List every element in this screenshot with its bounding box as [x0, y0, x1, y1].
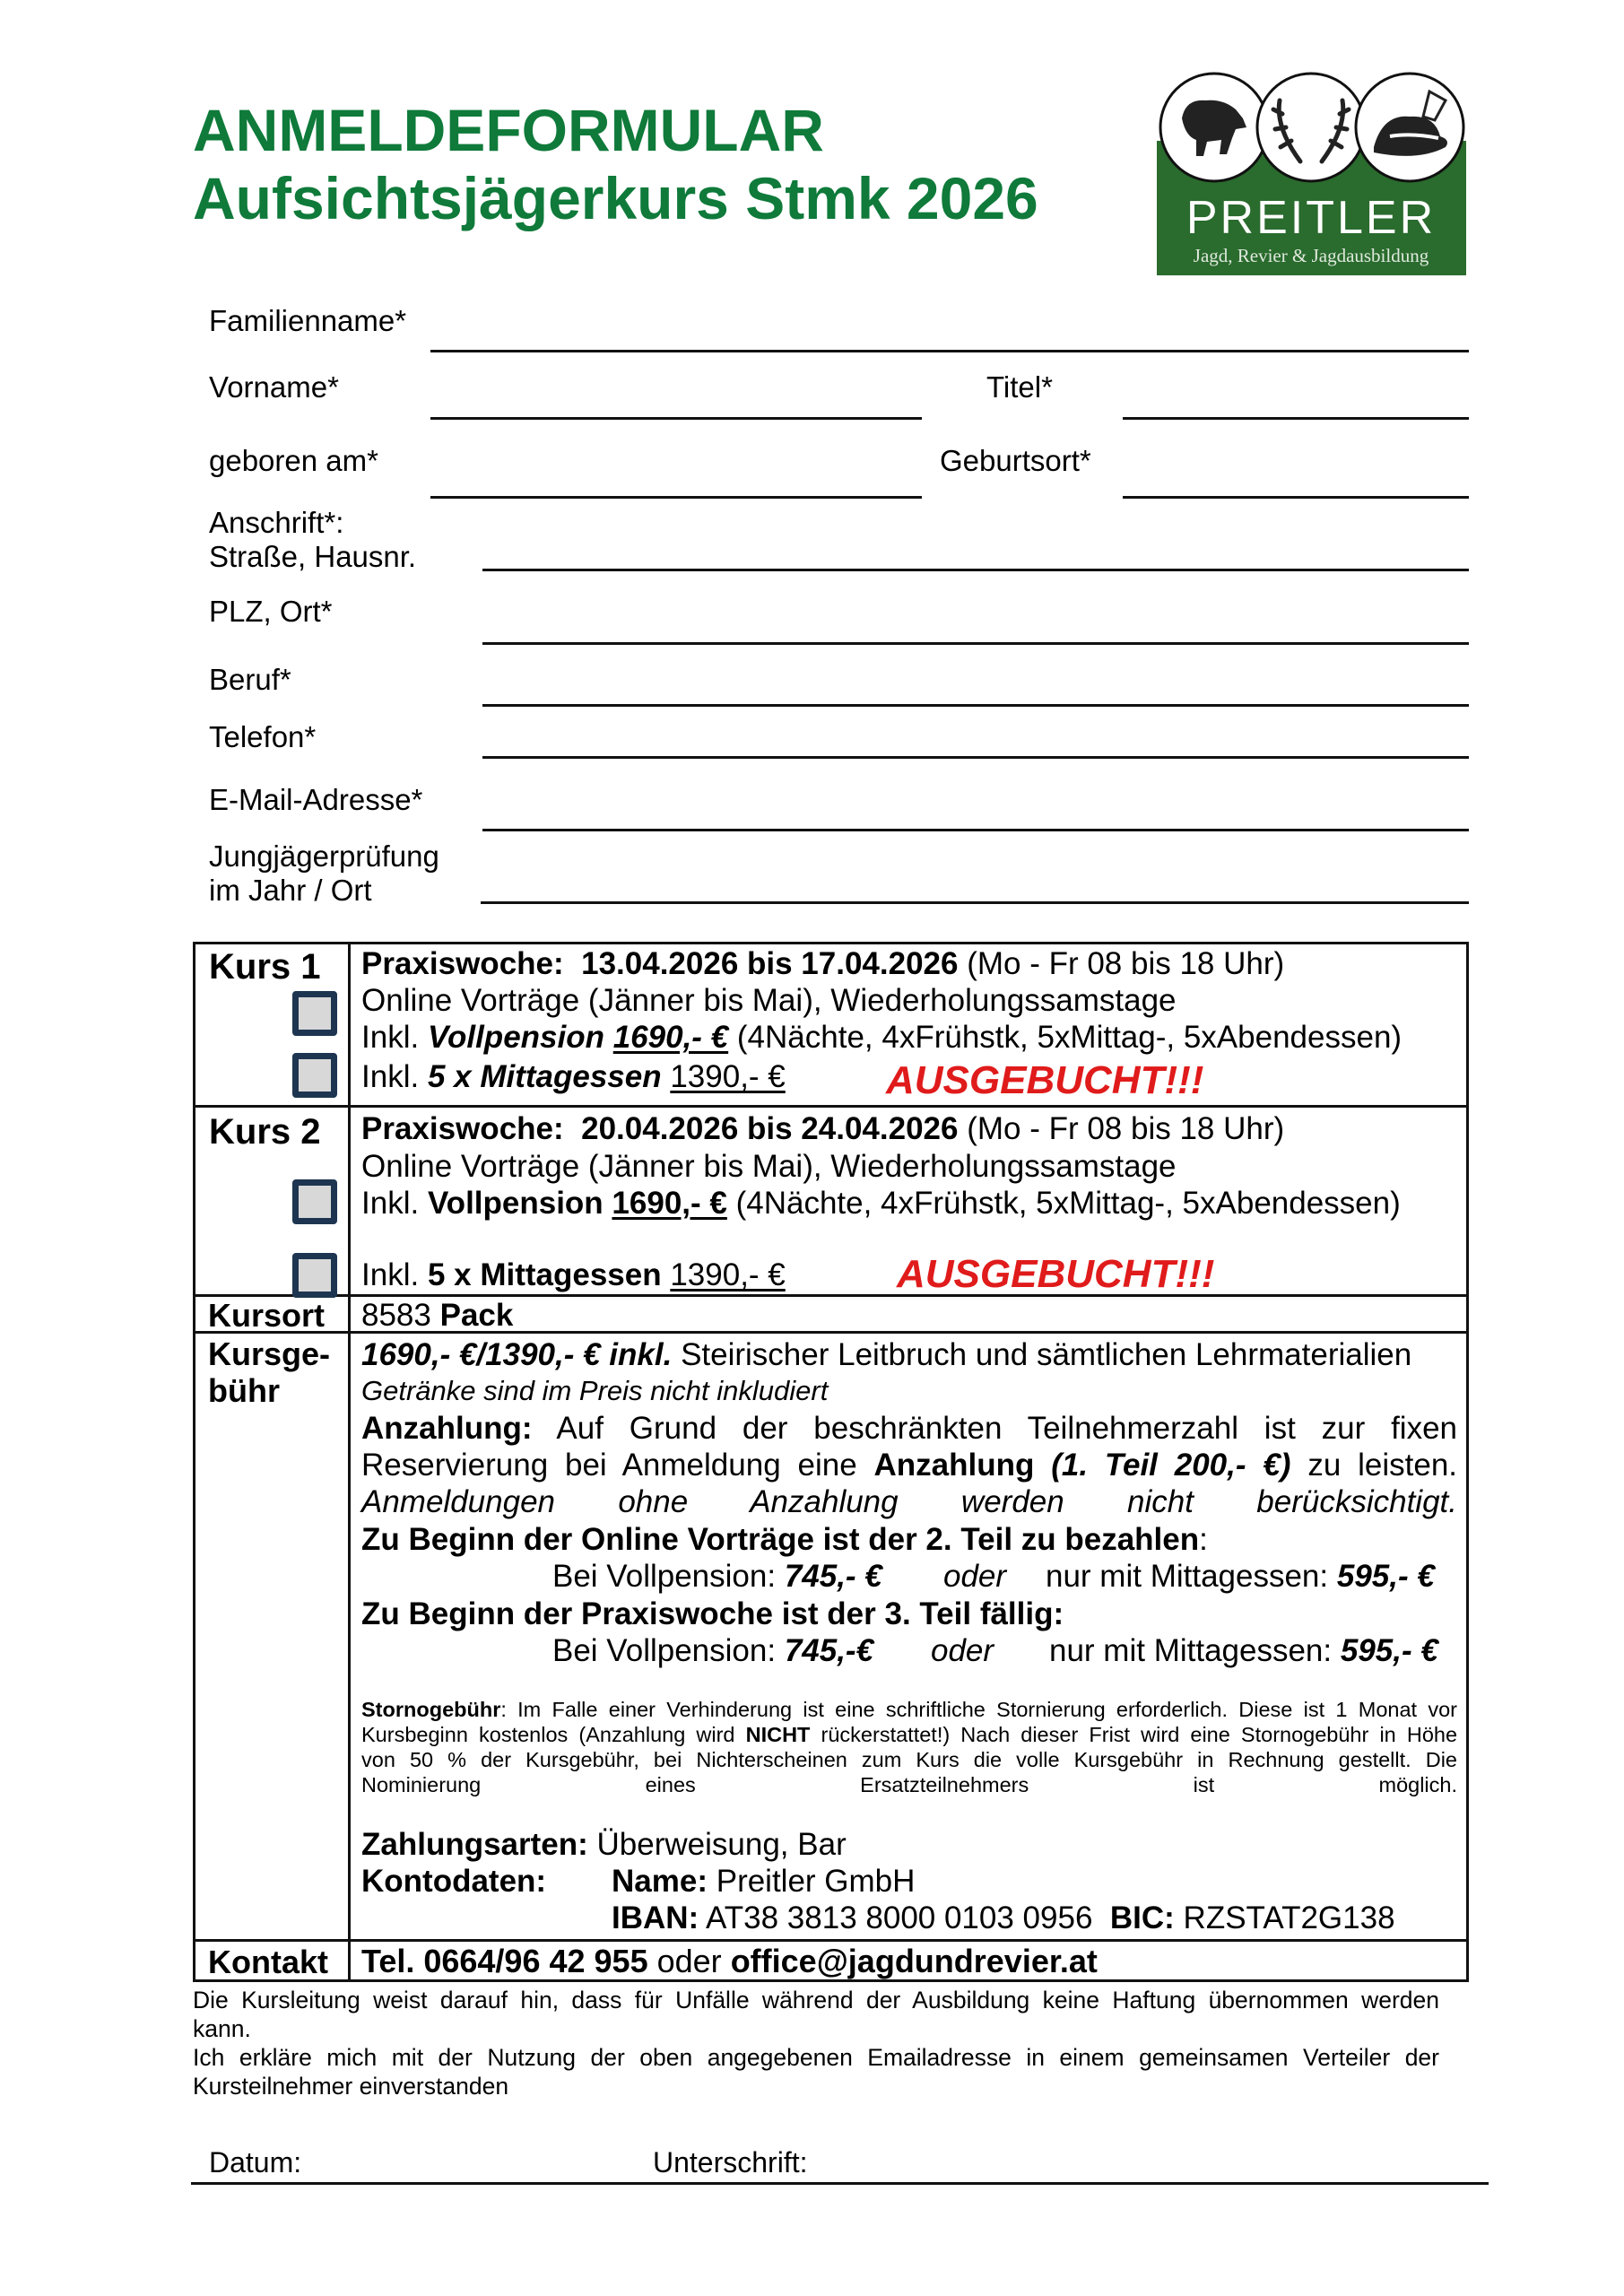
telefon-field[interactable]	[482, 756, 1469, 759]
label-plz: PLZ, Ort*	[209, 595, 333, 628]
mittagessen-price: 1390,- €	[670, 1257, 786, 1292]
teil2-heading-text: Zu Beginn der Online Vorträge ist der 2. Teil zu bezahlen	[361, 1522, 1200, 1557]
teil3-heading: Zu Beginn der Praxiswoche ist der 3. Teil fällig:	[361, 1596, 1064, 1631]
label-jungjaeger: Jungjägerprüfung	[209, 839, 439, 873]
vollpension-label: Vollpension	[427, 1186, 604, 1221]
getraenke-note: Getränke sind im Preis nicht inkludiert	[361, 1375, 829, 1406]
vollpension-price: 1690,- €	[612, 1186, 727, 1221]
storno-text: : Im Falle einer Verhinderung ist eine schriftliche Stornierung erforderlich. Diese ist 1 Monat vor	[500, 1698, 1457, 1721]
titel-field[interactable]	[1123, 417, 1469, 420]
kontakt-label: Kontakt	[208, 1944, 328, 1980]
kontakt-value	[361, 1943, 1098, 1979]
storno-line-2	[361, 1722, 1457, 1747]
antlers-icon	[1257, 74, 1365, 181]
mittagessen-price: 1390,- €	[670, 1059, 786, 1094]
kontakt-tel[interactable]: Tel. 0664/96 42 955	[361, 1943, 648, 1979]
teil2-oder: oder	[943, 1559, 1007, 1594]
anzahlung-label: Anzahlung:	[361, 1411, 533, 1446]
mittagessen-label: 5 x Mittagessen	[427, 1257, 662, 1292]
vp-amount: 745,- €	[784, 1559, 882, 1594]
course-title: Aufsichtsjägerkurs Stmk 2026	[193, 165, 1038, 231]
hunting-hat-icon	[1356, 74, 1463, 181]
storno-line-1	[361, 1697, 1457, 1722]
teil3-vp	[552, 1632, 873, 1669]
kurs1-times: (Mo - Fr 08 bis 18 Uhr)	[967, 946, 1285, 981]
mittagessen-label: 5 x Mittagessen	[427, 1059, 662, 1094]
gebuehr-price: 1690,- €/1390,- € inkl.	[361, 1337, 673, 1372]
kurs2-vollpension-checkbox[interactable]	[292, 1179, 337, 1224]
iban-value: AT38 3813 8000 0103 0956	[706, 1900, 1093, 1935]
kurs2-status: AUSGEBUCHT!!!	[897, 1252, 1215, 1296]
boar-icon	[1160, 74, 1268, 181]
zahlungsarten-value: Überweisung, Bar	[596, 1827, 847, 1862]
zahlungsarten-label: Zahlungsarten:	[361, 1827, 588, 1862]
gebuehr-price-rest: Steirischer Leitbruch und sämtlichen Lehrmaterialien	[681, 1337, 1412, 1372]
kurs2-praxiswoche	[361, 1110, 1284, 1147]
storno-text: rückerstattet!) Nach dieser Frist wird eine Stornogebühr in Höhe	[821, 1723, 1458, 1746]
kurs2-online: Online Vorträge (Jänner bis Mai), Wiederholungssamstage	[361, 1149, 1177, 1184]
teil3-oder: oder	[931, 1633, 994, 1668]
storno-text: Kursbeginn kostenlos (Anzahlung wird	[361, 1723, 735, 1746]
inkl-text: Inkl.	[361, 1257, 420, 1292]
label-beruf: Beruf*	[209, 663, 291, 696]
form-title: ANMELDEFORMULAR	[193, 97, 824, 163]
beruf-field[interactable]	[482, 704, 1469, 707]
me-amount: 595,- €	[1340, 1633, 1438, 1668]
kontakt-email[interactable]: office@jagdundrevier.at	[730, 1943, 1098, 1979]
kurs2-mittagessen-option	[361, 1257, 786, 1293]
label-geburtsort: Geburtsort*	[940, 444, 1091, 477]
preitler-logo	[1150, 65, 1477, 284]
anzahlung-bold: Anzahlung	[873, 1448, 1035, 1483]
storno-nicht: NICHT	[745, 1723, 811, 1746]
me-label: nur mit Mittagessen:	[1049, 1633, 1333, 1668]
kurs1-vollpension-option	[361, 1019, 1402, 1056]
kursort-value	[361, 1297, 513, 1334]
me-label: nur mit Mittagessen:	[1046, 1559, 1329, 1594]
strasse-field[interactable]	[482, 569, 1469, 571]
verteiler-line-2: Kursteilnehmer einverstanden	[193, 2073, 509, 2100]
teil2-vp	[552, 1558, 882, 1595]
praxis-label: Praxiswoche:	[361, 946, 564, 981]
email-field[interactable]	[482, 829, 1469, 831]
name-value: Preitler GmbH	[716, 1864, 916, 1899]
kursgebuehr-label-1: Kursge-	[208, 1335, 331, 1372]
vollpension-details: (4Nächte, 4xFrühstk, 5xMittag-, 5xAbendessen)	[735, 1186, 1401, 1221]
name-label: Name:	[612, 1864, 708, 1899]
label-telefon: Telefon*	[209, 720, 317, 753]
kurs1-online: Online Vorträge (Jänner bis Mai), Wiederholungssamstage	[361, 983, 1177, 1018]
anzahlung-amount: (1. Teil 200,- €)	[1051, 1448, 1291, 1483]
logo-tagline: Jagd, Revier & Jagdausbildung	[1193, 245, 1429, 266]
geburtsort-field[interactable]	[1123, 496, 1469, 499]
storno-label: Stornogebühr	[361, 1698, 501, 1721]
anzahlung-text: Auf Grund der beschränkten Teilnehmerzahl ist zur fixen	[556, 1411, 1457, 1446]
label-anschrift: Anschrift*:	[209, 506, 344, 539]
anzahlung-text: Reservierung bei Anmeldung eine	[361, 1448, 857, 1483]
vp-label: Bei Vollpension:	[552, 1633, 777, 1668]
haftung-line-2: kann.	[193, 2015, 251, 2042]
bic-value: RZSTAT2G138	[1183, 1900, 1395, 1935]
vollpension-price: 1690,- €	[612, 1020, 729, 1055]
teil2-heading	[361, 1521, 1208, 1558]
anzahlung-note: Anmeldungen ohne Anzahlung werden nicht berücksichtigt.	[361, 1484, 1457, 1519]
inkl-text: Inkl.	[361, 1020, 420, 1055]
label-geboren: geboren am*	[209, 444, 378, 477]
geboren-field[interactable]	[430, 496, 922, 499]
plz-field[interactable]	[482, 642, 1469, 645]
storno-line-3: von 50 % der Kursgebühr, bei Nichterscheinen zum Kurs die volle Kursgebühr in Rechnung gestellt. Die	[361, 1748, 1457, 1771]
kurs1-praxiswoche	[361, 945, 1284, 982]
familienname-field[interactable]	[430, 350, 1469, 352]
anzahlung-line-1	[361, 1410, 1457, 1447]
vollpension-label: Vollpension	[427, 1020, 604, 1055]
teil2-me	[1046, 1558, 1435, 1595]
storno-line-4: Nominierung eines Ersatzteilnehmers ist möglich.	[361, 1773, 1457, 1796]
signature-line[interactable]	[191, 2182, 1489, 2185]
label-jahr-ort: im Jahr / Ort	[209, 874, 372, 907]
iban-label: IBAN:	[612, 1900, 699, 1935]
kontodaten-label: Kontodaten:	[361, 1864, 547, 1899]
label-vorname: Vorname*	[209, 370, 339, 404]
datum-label: Datum:	[209, 2146, 302, 2179]
label-familienname: Familienname*	[209, 304, 407, 337]
konto-iban	[612, 1900, 1395, 1936]
kurs1-vollpension-checkbox[interactable]	[292, 991, 337, 1036]
bic-label: BIC:	[1109, 1900, 1175, 1935]
row-divider	[193, 1939, 1469, 1942]
gebuehr-price-line	[361, 1336, 1411, 1373]
vollpension-details: (4Nächte, 4xFrühstk, 5xMittag-, 5xAbendessen)	[736, 1020, 1403, 1055]
label-email: E-Mail-Adresse*	[209, 783, 423, 816]
vorname-field[interactable]	[430, 417, 922, 420]
inkl-text: Inkl.	[361, 1059, 420, 1094]
kontakt-oder: oder	[656, 1943, 722, 1979]
praxis-label: Praxiswoche:	[361, 1111, 564, 1146]
teil3-me	[1049, 1632, 1438, 1669]
kurs1-dates: 13.04.2026 bis 17.04.2026	[581, 946, 959, 981]
kurs2-label: Kurs 2	[209, 1112, 321, 1152]
label-strasse: Straße, Hausnr.	[209, 540, 417, 573]
vp-amount: 745,-€	[784, 1633, 874, 1668]
kurs2-times: (Mo - Fr 08 bis 18 Uhr)	[967, 1111, 1285, 1146]
anzahlung-text: zu leisten.	[1307, 1448, 1458, 1483]
anzahlung-line-2	[361, 1447, 1457, 1483]
haftung-line-1: Die Kursleitung weist darauf hin, dass für Unfälle während der Ausbildung keine Haftung übernommen werden	[193, 1987, 1439, 2013]
kurs2-mittagessen-checkbox[interactable]	[292, 1253, 337, 1298]
kurs2-dates: 20.04.2026 bis 24.04.2026	[581, 1111, 959, 1146]
table-column-divider	[348, 942, 351, 1982]
kurs1-status: AUSGEBUCHT!!!	[886, 1058, 1204, 1102]
zahlungsarten	[361, 1826, 847, 1863]
kursort-plz: 8583	[361, 1298, 431, 1333]
kurs1-mittagessen-option	[361, 1058, 786, 1095]
me-amount: 595,- €	[1336, 1559, 1435, 1594]
logo-brand: PREITLER	[1185, 192, 1437, 244]
teil2-colon: :	[1199, 1522, 1208, 1557]
verteiler-line-1: Ich erkläre mich mit der Nutzung der oben angegebenen Emailadresse in einem gemeinsamen Verteiler der	[193, 2044, 1439, 2071]
unterschrift-label: Unterschrift:	[653, 2146, 808, 2179]
kursgebuehr-label-2: bühr	[208, 1372, 280, 1409]
vp-label: Bei Vollpension:	[552, 1559, 777, 1594]
row-divider	[193, 1105, 1469, 1108]
label-titel: Titel*	[986, 370, 1053, 404]
kurs1-mittagessen-checkbox[interactable]	[292, 1053, 337, 1098]
kursort-label: Kursort	[208, 1297, 326, 1334]
kurs1-label: Kurs 1	[209, 947, 321, 987]
kursort-ort: Pack	[439, 1298, 514, 1333]
inkl-text: Inkl.	[361, 1186, 420, 1221]
konto-name	[612, 1863, 915, 1900]
kurs2-vollpension-option	[361, 1185, 1401, 1222]
jungjaeger-field[interactable]	[481, 901, 1469, 904]
